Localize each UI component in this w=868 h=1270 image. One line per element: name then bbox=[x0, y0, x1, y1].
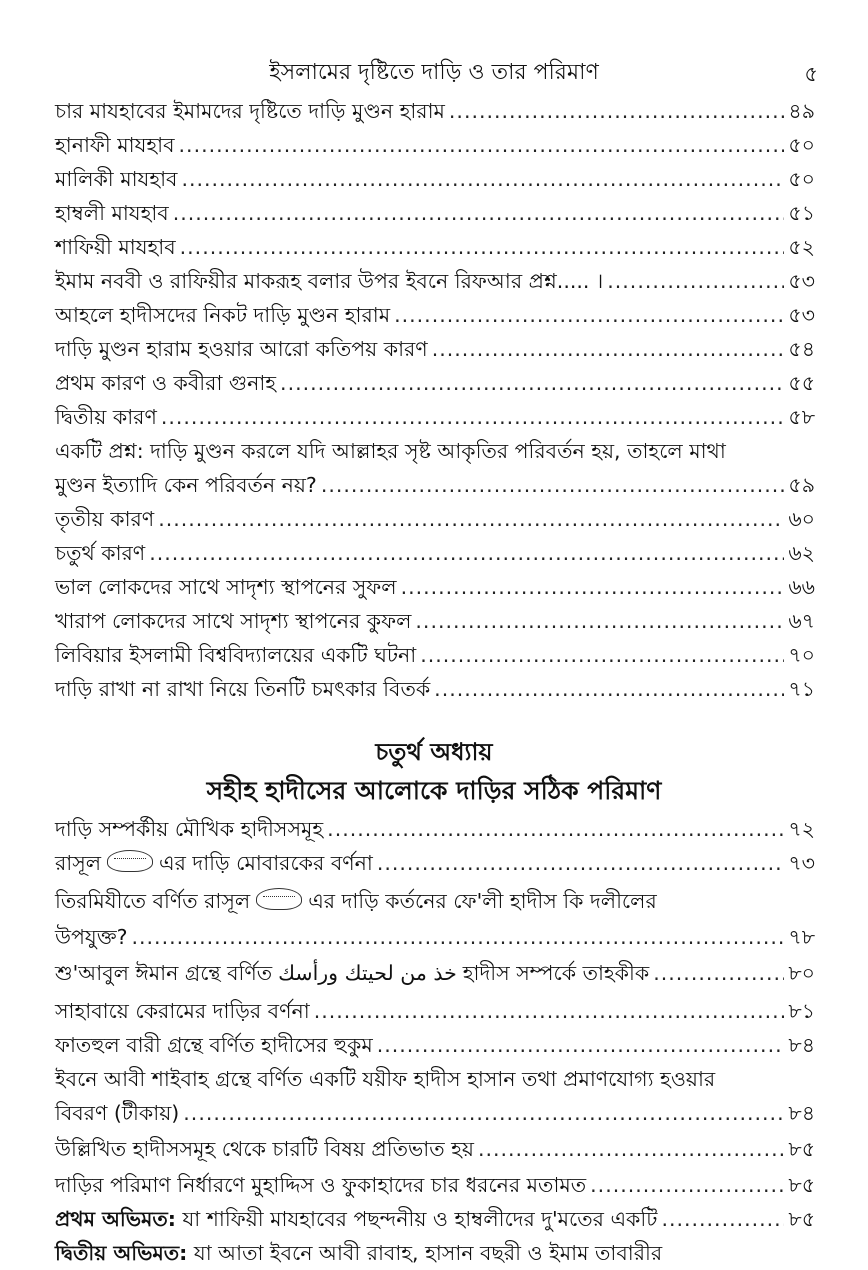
toc-entry bbox=[55, 570, 815, 604]
toc-entry-title: দাড়ির পরিমাণ নির্ধারণে মুহাদ্দিস ও ফুকাহাদের চার ধরনের মতামত bbox=[55, 1173, 587, 1197]
toc-entry-title: সাহাবায়ে কেরামের দাড়ির বর্ণনা bbox=[55, 999, 310, 1023]
toc-entry-title: শাফিয়ী মাযহাব bbox=[55, 235, 176, 259]
chapter-title-heading: সহীহ হাদীসের আলোকে দাড়ির সঠিক পরিমাণ bbox=[206, 776, 662, 805]
toc-entry bbox=[55, 994, 815, 1028]
toc-entry-title-line1 bbox=[55, 884, 815, 918]
toc-entry bbox=[55, 604, 815, 638]
toc-entry bbox=[55, 920, 815, 954]
toc-entry-page: ৮৫ bbox=[788, 1137, 815, 1161]
toc-entry-page: ৫৩ bbox=[788, 269, 815, 293]
toc-entry-page: ৫১ bbox=[788, 201, 815, 225]
toc-entry-title bbox=[55, 956, 649, 990]
dot-leader bbox=[415, 604, 784, 638]
dot-leader bbox=[180, 230, 785, 264]
toc-entry-title: আহলে হাদীসদের নিকট দাড়ি মুণ্ডন হারাম bbox=[55, 303, 391, 327]
toc-entry-title: লিবিয়ার ইসলামী বিশ্ববিদ্যালয়ের একটি ঘটনা bbox=[55, 643, 417, 667]
toc-entry bbox=[55, 264, 815, 298]
toc-entry bbox=[55, 1132, 815, 1166]
toc-entry bbox=[55, 956, 815, 990]
toc-entry-title: বিবরণ (টীকায়) bbox=[55, 1101, 180, 1125]
toc-entry bbox=[55, 536, 815, 570]
toc-text: তিরমিযীতে বর্ণিত রাসূল bbox=[55, 889, 251, 913]
dot-leader bbox=[394, 298, 784, 332]
dot-leader bbox=[132, 920, 785, 954]
arabic-phrase: خذ من لحيتك ورأسك bbox=[278, 961, 457, 985]
toc-entry-page: ৫৯ bbox=[788, 473, 815, 497]
toc-entry-page: ৫৩ bbox=[788, 303, 815, 327]
toc-entry-title: মালিকী মাযহাব bbox=[55, 167, 178, 191]
dot-leader bbox=[478, 1132, 784, 1166]
toc-entry-page: ৭৮ bbox=[788, 925, 815, 949]
toc-entry bbox=[55, 1096, 815, 1130]
toc-text: এর দাড়ি মোবারকের বর্ণনা bbox=[159, 851, 373, 875]
toc-entry-title: দাড়ি রাখা না রাখা নিয়ে তিনটি চমৎকার বিতর্ক bbox=[55, 677, 431, 701]
salawat-calligraphy-icon bbox=[107, 850, 153, 872]
toc-entry-title: হানাফী মাযহাব bbox=[55, 133, 175, 157]
toc-entry bbox=[55, 128, 815, 162]
toc-entry-page: ৬০ bbox=[788, 507, 815, 531]
toc-text: এর দাড়ি কর্তনের ফে'লী হাদীস কি দলীলের bbox=[308, 889, 657, 913]
toc-entry-title: চার মাযহাবের ইমামদের দৃষ্টিতে দাড়ি মুণ্ডন হারাম bbox=[55, 99, 445, 123]
toc-entry-page: ৭২ bbox=[788, 817, 815, 841]
toc-entry-page: ৮৪ bbox=[788, 1101, 815, 1125]
chapter-number-heading: চতুর্থ অধ্যায় bbox=[375, 738, 493, 766]
toc-entry-page: ৫০ bbox=[788, 167, 815, 191]
toc-entry-page: ৪৯ bbox=[788, 99, 815, 123]
dot-leader bbox=[314, 994, 785, 1028]
toc-entry bbox=[55, 1202, 815, 1236]
toc-entry-title: উল্লিখিত হাদীসসমূহ থেকে চারটি বিষয় প্রতিভাত হয় bbox=[55, 1137, 474, 1161]
toc-entry-title: দ্বিতীয় কারণ bbox=[55, 405, 157, 429]
dot-leader bbox=[158, 502, 784, 536]
toc-entry bbox=[55, 1028, 815, 1062]
toc-entry-page: ৫৪ bbox=[788, 337, 815, 361]
dot-leader bbox=[432, 332, 785, 366]
dot-leader bbox=[161, 400, 785, 434]
toc-entry-page: ৮৫ bbox=[788, 1173, 815, 1197]
dot-leader bbox=[653, 956, 784, 990]
dot-leader bbox=[327, 812, 784, 846]
salawat-calligraphy-icon bbox=[256, 888, 302, 910]
toc-text: যা শাফিয়ী মাযহাবের পছন্দনীয় ও হাম্বলীদের দু'মতের একটি bbox=[182, 1207, 658, 1231]
toc-entry-title-line1: একটি প্রশ্ন: দাড়ি মুণ্ডন করলে যদি আল্লাহর সৃষ্ট আকৃতির পরিবর্তন হয়, তাহলে মাথা bbox=[55, 439, 726, 463]
toc-entry-title: খারাপ লোকদের সাথে সাদৃশ্য স্থাপনের কুফল bbox=[55, 609, 412, 633]
dot-leader bbox=[401, 570, 785, 604]
toc-entry-page: ৭০ bbox=[788, 643, 815, 667]
toc-entry-title: দাড়ি মুণ্ডন হারাম হওয়ার আরো কতিপয় কারণ bbox=[55, 337, 428, 361]
toc-entry bbox=[55, 230, 815, 264]
toc-entry bbox=[55, 162, 815, 196]
toc-entry-page: ৮৪ bbox=[788, 1033, 815, 1057]
toc-entry-title bbox=[55, 1202, 657, 1236]
toc-entry bbox=[55, 1168, 815, 1202]
toc-entry-title: দাড়ি সম্পর্কীয় মৌখিক হাদীসসমূহ bbox=[55, 817, 324, 841]
dot-leader bbox=[434, 672, 784, 706]
dot-leader bbox=[607, 264, 784, 298]
toc-entry-page: ৭৩ bbox=[788, 851, 815, 875]
toc-entry bbox=[55, 502, 815, 536]
toc-entry-page: ৮০ bbox=[788, 961, 815, 985]
running-header-page-number: ৫ bbox=[804, 62, 818, 86]
toc-entry-page: ৬২ bbox=[788, 541, 815, 565]
opinion-label: দ্বিতীয় অভিমত: bbox=[55, 1241, 188, 1265]
toc-entry-title: হাম্বলী মাযহাব bbox=[55, 201, 169, 225]
toc-entry-title bbox=[55, 846, 373, 880]
toc-entry-page: ৫৫ bbox=[788, 371, 815, 395]
toc-entry bbox=[55, 468, 815, 502]
dot-leader bbox=[377, 1028, 785, 1062]
dot-leader bbox=[590, 1168, 784, 1202]
toc-entry bbox=[55, 812, 815, 846]
toc-entry-title: চতুর্থ কারণ bbox=[55, 541, 146, 565]
toc-entry-title: ইমাম নববী ও রাফিয়ীর মাকরূহ বলার উপর ইবনে রিফআর প্রশ্ন..... । bbox=[55, 269, 604, 293]
dot-leader bbox=[173, 196, 785, 230]
toc-entry bbox=[55, 638, 815, 672]
dot-leader bbox=[183, 1096, 784, 1130]
toc-entry-title: উপযুক্ত? bbox=[55, 925, 128, 949]
toc-entry-page: ৮৫ bbox=[788, 1207, 815, 1231]
toc-entry-page: ৬৬ bbox=[788, 575, 815, 599]
toc-entry-title: ভাল লোকদের সাথে সাদৃশ্য স্থাপনের সুফল bbox=[55, 575, 397, 599]
toc-entry-partial bbox=[55, 1236, 815, 1270]
toc-entry-title: প্রথম কারণ ও কবীরা গুনাহ bbox=[55, 371, 277, 395]
toc-text: শু'আবুল ঈমান গ্রন্থে বর্ণিত bbox=[55, 961, 273, 985]
dot-leader bbox=[449, 94, 784, 128]
running-header-title: ইসলামের দৃষ্টিতে দাড়ি ও তার পরিমাণ bbox=[269, 60, 599, 85]
toc-entry-page: ৭১ bbox=[788, 677, 815, 701]
toc-entry-page: ৬৭ bbox=[788, 609, 815, 633]
toc-entry-title: তৃতীয় কারণ bbox=[55, 507, 155, 531]
toc-entry-title: মুণ্ডন ইত্যাদি কেন পরিবর্তন নয়? bbox=[55, 473, 317, 497]
toc-entry-page: ৮১ bbox=[788, 999, 815, 1023]
toc-entry bbox=[55, 94, 815, 128]
toc-text: হাদীস সম্পর্কে তাহকীক bbox=[462, 961, 650, 985]
toc-entry bbox=[55, 196, 815, 230]
dot-leader bbox=[179, 128, 785, 162]
toc-entry bbox=[55, 672, 815, 706]
dot-leader bbox=[149, 536, 784, 570]
toc-entry bbox=[55, 332, 815, 366]
dot-leader bbox=[181, 162, 784, 196]
toc-entry-page: ৫৮ bbox=[788, 405, 815, 429]
toc-entry bbox=[55, 400, 815, 434]
toc-entry-title: ফাতহুল বারী গ্রন্থে বর্ণিত হাদীসের হুকুম bbox=[55, 1033, 373, 1057]
toc-text: যা আতা ইবনে আবী রাবাহ, হাসান বছরী ও ইমাম তাবারীর bbox=[193, 1241, 663, 1265]
toc-text: রাসূল bbox=[55, 851, 102, 875]
toc-entry-page: ৫০ bbox=[788, 133, 815, 157]
toc-entry bbox=[55, 366, 815, 400]
opinion-label: প্রথম অভিমত: bbox=[55, 1207, 176, 1231]
dot-leader bbox=[661, 1202, 784, 1236]
dot-leader bbox=[321, 468, 785, 502]
dot-leader bbox=[420, 638, 784, 672]
toc-entry-page: ৫২ bbox=[788, 235, 815, 259]
toc-entry bbox=[55, 298, 815, 332]
dot-leader bbox=[280, 366, 784, 400]
toc-entry-title-line1: ইবনে আবী শাইবাহ গ্রন্থে বর্ণিত একটি যয়ীফ হাদীস হাসান তথা প্রমাণযোগ্য হওয়ার bbox=[55, 1067, 716, 1091]
dot-leader bbox=[377, 846, 785, 880]
toc-entry bbox=[55, 846, 815, 880]
